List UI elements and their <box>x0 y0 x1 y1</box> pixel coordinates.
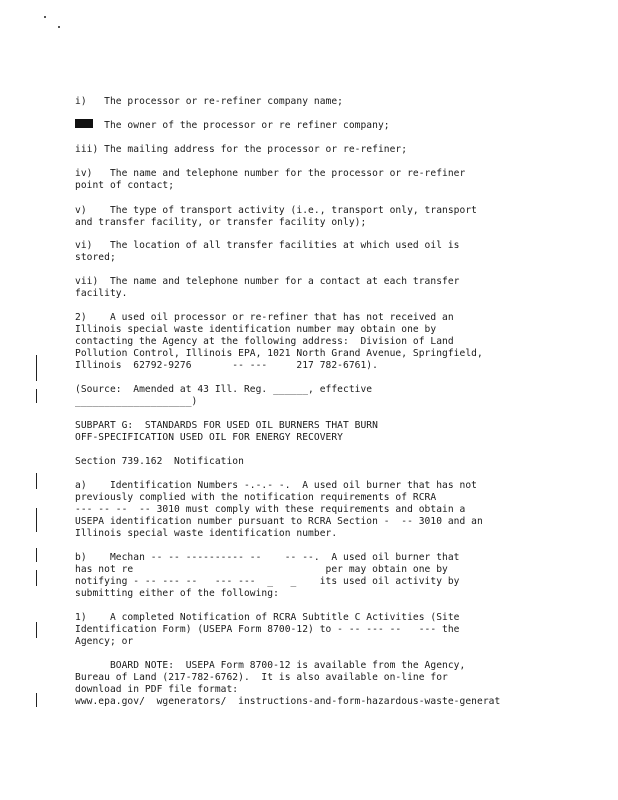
text-line: stored; <box>75 252 116 263</box>
text-line: Bureau of Land (217-782-6762). It is also available on-line for <box>75 672 448 683</box>
text-line: b) Mechan -- -- ---------- -- -- --. A used oil burner that <box>75 552 460 563</box>
text-line: vi) The location of all transfer facilities at which used oil is <box>75 240 460 251</box>
text-line: facility. <box>75 288 128 299</box>
text-line: Illinois 62792-9276 -- --- 217 782-6761). <box>75 360 378 371</box>
text-line: i) The processor or re-refiner company name; <box>75 96 343 107</box>
text-line: 1) A completed Notification of RCRA Subtitle C Activities (Site <box>75 612 460 623</box>
text-line: point of contact; <box>75 180 175 191</box>
change-bar <box>36 570 37 586</box>
text-line: submitting either of the following: <box>75 588 279 599</box>
change-bar <box>36 355 37 381</box>
text-line: notifying - -- --- -- --- --- _ _ its used oil activity by <box>75 576 460 587</box>
text-line: Illinois special waste identification number. <box>75 528 338 539</box>
text-line: SUBPART G: STANDARDS FOR USED OIL BURNERS THAT BURN <box>75 420 378 431</box>
change-bar <box>36 622 37 638</box>
text-line: ____________________) <box>75 396 198 407</box>
change-bar <box>36 389 37 403</box>
text-line: www.epa.gov/ wgenerators/ instructions-and-form-hazardous-waste-generat <box>75 696 501 707</box>
text-line: USEPA identification number pursuant to RCRA Section - -- 3010 and an <box>75 516 483 527</box>
text-line: contacting the Agency at the following address: Division of Land <box>75 336 454 347</box>
text-line: (Source: Amended at 43 Ill. Reg. ______, effective <box>75 384 373 395</box>
text-line: vii) The name and telephone number for a contact at each transfer <box>75 276 460 287</box>
text-line: and transfer facility, or transfer facility only); <box>75 217 367 228</box>
text-line: OFF-SPECIFICATION USED OIL FOR ENERGY RECOVERY <box>75 432 343 443</box>
text-line: download in PDF file format: <box>75 684 239 695</box>
text-line: previously complied with the notification requirements of RCRA <box>75 492 437 503</box>
change-bar <box>36 693 37 707</box>
text-line: Section 739.162 Notification <box>75 456 244 467</box>
change-bar <box>36 548 37 562</box>
text-line: has not re per may obtain one by <box>75 564 448 575</box>
text-line: v) The type of transport activity (i.e., transport only, transport <box>75 205 477 216</box>
change-bar <box>36 508 37 532</box>
scan-speck <box>58 26 60 28</box>
text-line: Agency; or <box>75 636 134 647</box>
change-bar <box>36 473 37 489</box>
text-line: a) Identification Numbers -.-.- -. A used oil burner that has not <box>75 480 477 491</box>
text-line: The owner of the processor or re refiner company; <box>75 120 390 131</box>
text-line: --- -- -- -- 3010 must comply with these requirements and obtain a <box>75 504 466 515</box>
text-line: Pollution Control, Illinois EPA, 1021 North Grand Avenue, Springfield, <box>75 348 483 359</box>
text-line: 2) A used oil processor or re-refiner that has not received an <box>75 312 454 323</box>
text-line: Illinois special waste identification number may obtain one by <box>75 324 437 335</box>
text-line: Identification Form) (USEPA Form 8700-12) to - -- --- -- --- the <box>75 624 460 635</box>
scan-speck <box>44 16 46 18</box>
text-line: iii) The mailing address for the processor or re-refiner; <box>75 144 408 155</box>
text-line: iv) The name and telephone number for the processor or re-refiner <box>75 168 466 179</box>
text-line: BOARD NOTE: USEPA Form 8700-12 is available from the Agency, <box>75 660 466 671</box>
